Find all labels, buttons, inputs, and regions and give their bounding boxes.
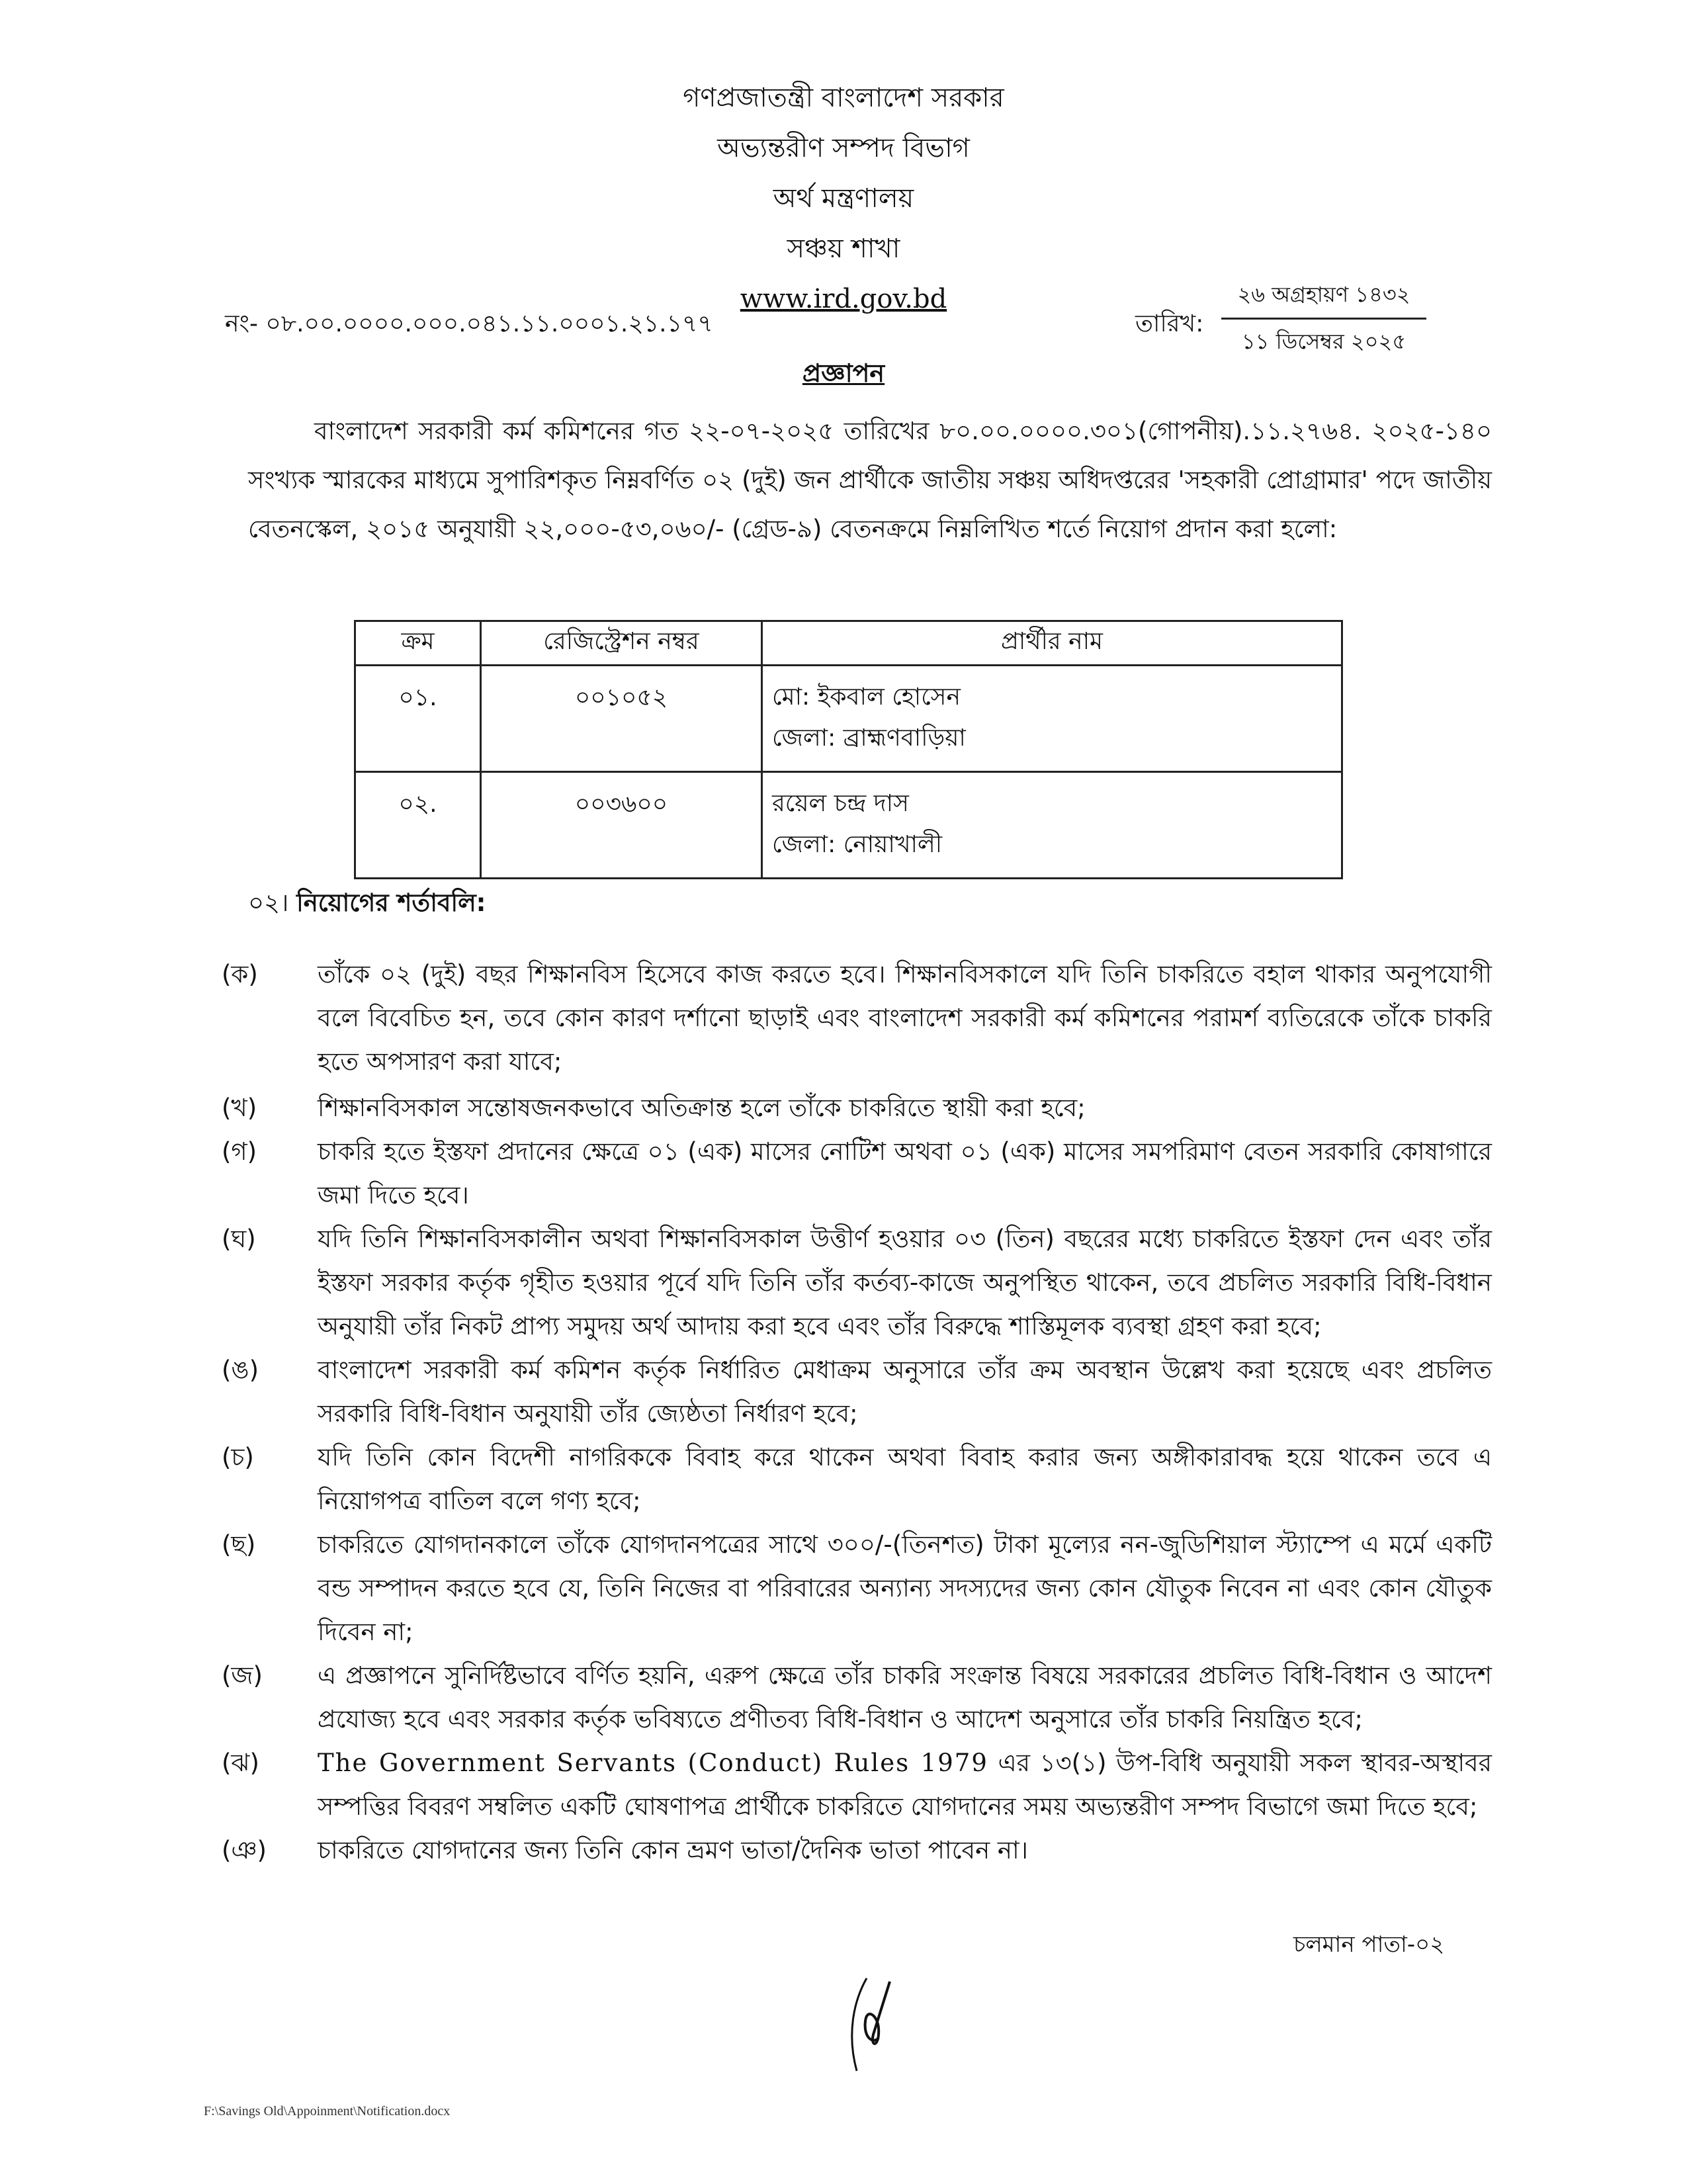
- date-bangla: ২৬ অগ্রহায়ণ ১৪৩২: [1221, 278, 1426, 320]
- cell-registration: ০০১০৫২: [481, 666, 762, 772]
- condition-item: [218, 1130, 1492, 1217]
- condition-item: [218, 1523, 1492, 1654]
- clause-text: চাকরি হতে ইস্তফা প্রদানের ক্ষেত্রে ০১ (এক) মাসের নোটিশ অথবা ০১ (এক) মাসের সমপরিমাণ বেতন সরকারি কোষাগারে জমা দিতে হবে।: [318, 1137, 1492, 1209]
- candidate-district: জেলা: ব্রাহ্মণবাড়িয়া: [772, 724, 966, 752]
- clause-marker: (খ): [222, 1094, 257, 1122]
- candidate-district: জেলা: নোয়াখালী: [772, 831, 943, 858]
- government-name: গণপ্রজাতন্ত্রী বাংলাদেশ সরকার: [683, 83, 1004, 113]
- memo-number: নং- ০৮.০০.০০০০.০০০.০৪১.১১.০০০১.২১.১৭৭: [225, 310, 713, 337]
- condition-item: [218, 1217, 1492, 1348]
- condition-item: [218, 1436, 1492, 1523]
- table-row: [355, 666, 1342, 772]
- table-header-row: [355, 621, 1342, 666]
- clause-text: চাকরিতে যোগদানের জন্য তিনি কোন ভ্রমণ ভাতা/দৈনিক ভাতা পাবেন না।: [318, 1836, 1028, 1864]
- condition-item: [218, 953, 1492, 1084]
- rules-reference: The Government Servants (Conduct) Rules 1979: [318, 1749, 988, 1777]
- branch-name: সঞ্চয় শাখা: [787, 234, 900, 264]
- division-name: অভ্যন্তরীণ সম্পদ বিভাগ: [717, 133, 970, 163]
- cell-candidate: [762, 666, 1342, 772]
- section-title: নিয়োগের শর্তাবলি:: [296, 889, 486, 917]
- clause-text: এ প্রজ্ঞাপনে সুনির্দিষ্টভাবে বর্ণিত হয়নি, এরুপ ক্ষেত্রে তাঁর চাকরি সংক্রান্ত বিষয়ে সরকারের প্রচলিত বিধি-বিধান ও আদেশ প্রযোজ্য হবে এবং সরকার কর্তৃক ভবিষ্যতে প্রণীতব্য বিধি-বিধান ও আদেশ অনুসারে তাঁর চাকরি নিয়ন্ত্রিত হবে;: [318, 1661, 1492, 1733]
- header-registration: রেজিস্ট্রেশন নম্বর: [481, 621, 762, 666]
- cell-serial: ০১.: [355, 666, 481, 772]
- condition-item: [218, 1348, 1492, 1436]
- condition-item: [218, 1086, 1492, 1130]
- ministry-name: অর্থ মন্ত্রণালয়: [773, 183, 914, 214]
- website-link[interactable]: www.ird.gov.bd: [740, 284, 947, 314]
- clause-marker: (ঙ): [222, 1356, 259, 1384]
- clause-text: যদি তিনি শিক্ষানবিসকালীন অথবা শিক্ষানবিসকাল উত্তীর্ণ হওয়ার ০৩ (তিন) বছরের মধ্যে চাকরিতে ইস্তফা দেন এবং তাঁর ইস্তফা সরকার কর্তৃক গৃহীত হওয়ার পূর্বে যদি তিনি তাঁর কর্তব্য-কাজে অনুপস্থিত থাকেন, তবে প্রচলিত সরকারি বিধি-বিধান অনুযায়ী তাঁর নিকট প্রাপ্য সমুদয় অর্থ আদায় করা হবে এবং তাঁর বিরুদ্ধে শাস্তিমূলক ব্যবস্থা গ্রহণ করা হবে;: [318, 1225, 1492, 1340]
- candidate-name: রয়েল চন্দ্র দাস: [772, 790, 909, 817]
- clause-text: চাকরিতে যোগদানকালে তাঁকে যোগদানপত্রের সাথে ৩০০/-(তিনশত) টাকা মূল্যের নন-জুডিশিয়াল স্ট্যাম্পে এ মর্মে একটি বন্ড সম্পাদন করতে হবে যে, তিনি নিজের বা পরিবারের অন্যান্য সদস্যদের জন্য কোন যৌতুক নিবেন না এবং কোন যৌতুক দিবেন না;: [318, 1530, 1492, 1646]
- conditions-heading: [248, 883, 486, 925]
- clause-text: [318, 1741, 1492, 1829]
- conditions-list: [218, 953, 1492, 1872]
- condition-item: [218, 1829, 1492, 1872]
- continued-page-note: চলমান পাতা-০২: [1293, 1931, 1445, 1958]
- cell-serial: ০২.: [355, 772, 481, 879]
- cell-candidate: [762, 772, 1342, 879]
- cell-registration: ০০৩৬০০: [481, 772, 762, 879]
- intro-paragraph: বাংলাদেশ সরকারী কর্ম কমিশনের গত ২২-০৭-২০২৫ তারিখের ৮০.০০.০০০০.৩০১(গোপনীয়).১১.২৭৬৪. ২০২৫-১৪০ সংখ্যক স্মারকের মাধ্যমে সুপারিশকৃত নিম্নবর্ণিত ০২ (দুই) জন প্রার্থীকে জাতীয় সঞ্চয় অধিদপ্তরের 'সহকারী প্রোগ্রামার' পদে জাতীয় বেতনস্কেল, ২০১৫ অনুযায়ী ২২,০০০-৫৩,০৬০/- (গ্রেড-৯) বেতনক্রমে নিম্নলিখিত শর্তে নিয়োগ প্রদান করা হলো:: [248, 417, 1492, 543]
- table-row: [355, 772, 1342, 879]
- clause-marker: (জ): [222, 1661, 263, 1690]
- header-candidate-name: প্রার্থীর নাম: [762, 621, 1342, 666]
- date-gregorian: ১১ ডিসেম্বর ২০২৫: [1241, 329, 1406, 354]
- header-serial: ক্রম: [355, 621, 481, 666]
- clause-marker: (ঝ): [222, 1749, 259, 1777]
- clause-marker: (ক): [222, 960, 258, 988]
- clause-marker: (চ): [222, 1443, 254, 1471]
- file-path: F:\Savings Old\Appoinment\Notification.docx: [204, 2104, 451, 2118]
- document-title: প্রজ্ঞাপন: [802, 359, 885, 388]
- date-label: তারিখ:: [1135, 310, 1204, 337]
- letterhead: [0, 73, 1687, 324]
- clause-text: তাঁকে ০২ (দুই) বছর শিক্ষানবিস হিসেবে কাজ করতে হবে। শিক্ষানবিসকালে যদি তিনি চাকরিতে বহাল থাকার অনুপযোগী বলে বিবেচিত হন, তবে কোন কারণ দর্শানো ছাড়াই এবং বাংলাদেশ সরকারী কর্ম কমিশনের পরামর্শ ব্যতিরেকে তাঁকে চাকরি হতে অপসারণ করা যাবে;: [318, 960, 1492, 1076]
- clause-marker: (গ): [222, 1137, 257, 1166]
- clause-text: যদি তিনি কোন বিদেশী নাগরিককে বিবাহ করে থাকেন অথবা বিবাহ করার জন্য অঙ্গীকারাবদ্ধ হয়ে থাকেন তবে এ নিয়োগপত্র বাতিল বলে গণ্য হবে;: [318, 1443, 1492, 1515]
- clause-text-remainder: এর ১৩(১) উপ-বিধি অনুযায়ী সকল স্থাবর-অস্থাবর সম্পত্তির বিবরণ সম্বলিত একটি ঘোষণাপত্র প্রার্থীকে চাকরিতে যোগদানের সময় অভ্যন্তরীণ সম্পদ বিভাগে জমা দিতে হবে;: [318, 1749, 1492, 1821]
- clause-marker: (ঞ): [222, 1836, 267, 1864]
- clause-text: শিক্ষানবিসকাল সন্তোষজনকভাবে অতিক্রান্ত হলে তাঁকে চাকরিতে স্থায়ী করা হবে;: [318, 1094, 1086, 1122]
- clause-marker: (ছ): [222, 1530, 256, 1559]
- condition-item: [218, 1741, 1492, 1829]
- section-number: ০২।: [248, 889, 289, 917]
- clause-text: বাংলাদেশ সরকারী কর্ম কমিশন কর্তৃক নির্ধারিত মেধাক্রম অনুসারে তাঁর ক্রম অবস্থান উল্লেখ করা হয়েছে এবং প্রচলিত সরকারি বিধি-বিধান অনুযায়ী তাঁর জ্যেষ্ঠতা নির্ধারণ হবে;: [318, 1356, 1492, 1428]
- signature-icon: [827, 1975, 926, 2074]
- candidate-table: [354, 620, 1343, 879]
- clause-marker: (ঘ): [222, 1225, 256, 1253]
- date-block: [1221, 278, 1426, 361]
- condition-item: [218, 1654, 1492, 1741]
- candidate-name: মো: ইকবাল হোসেন: [772, 683, 961, 711]
